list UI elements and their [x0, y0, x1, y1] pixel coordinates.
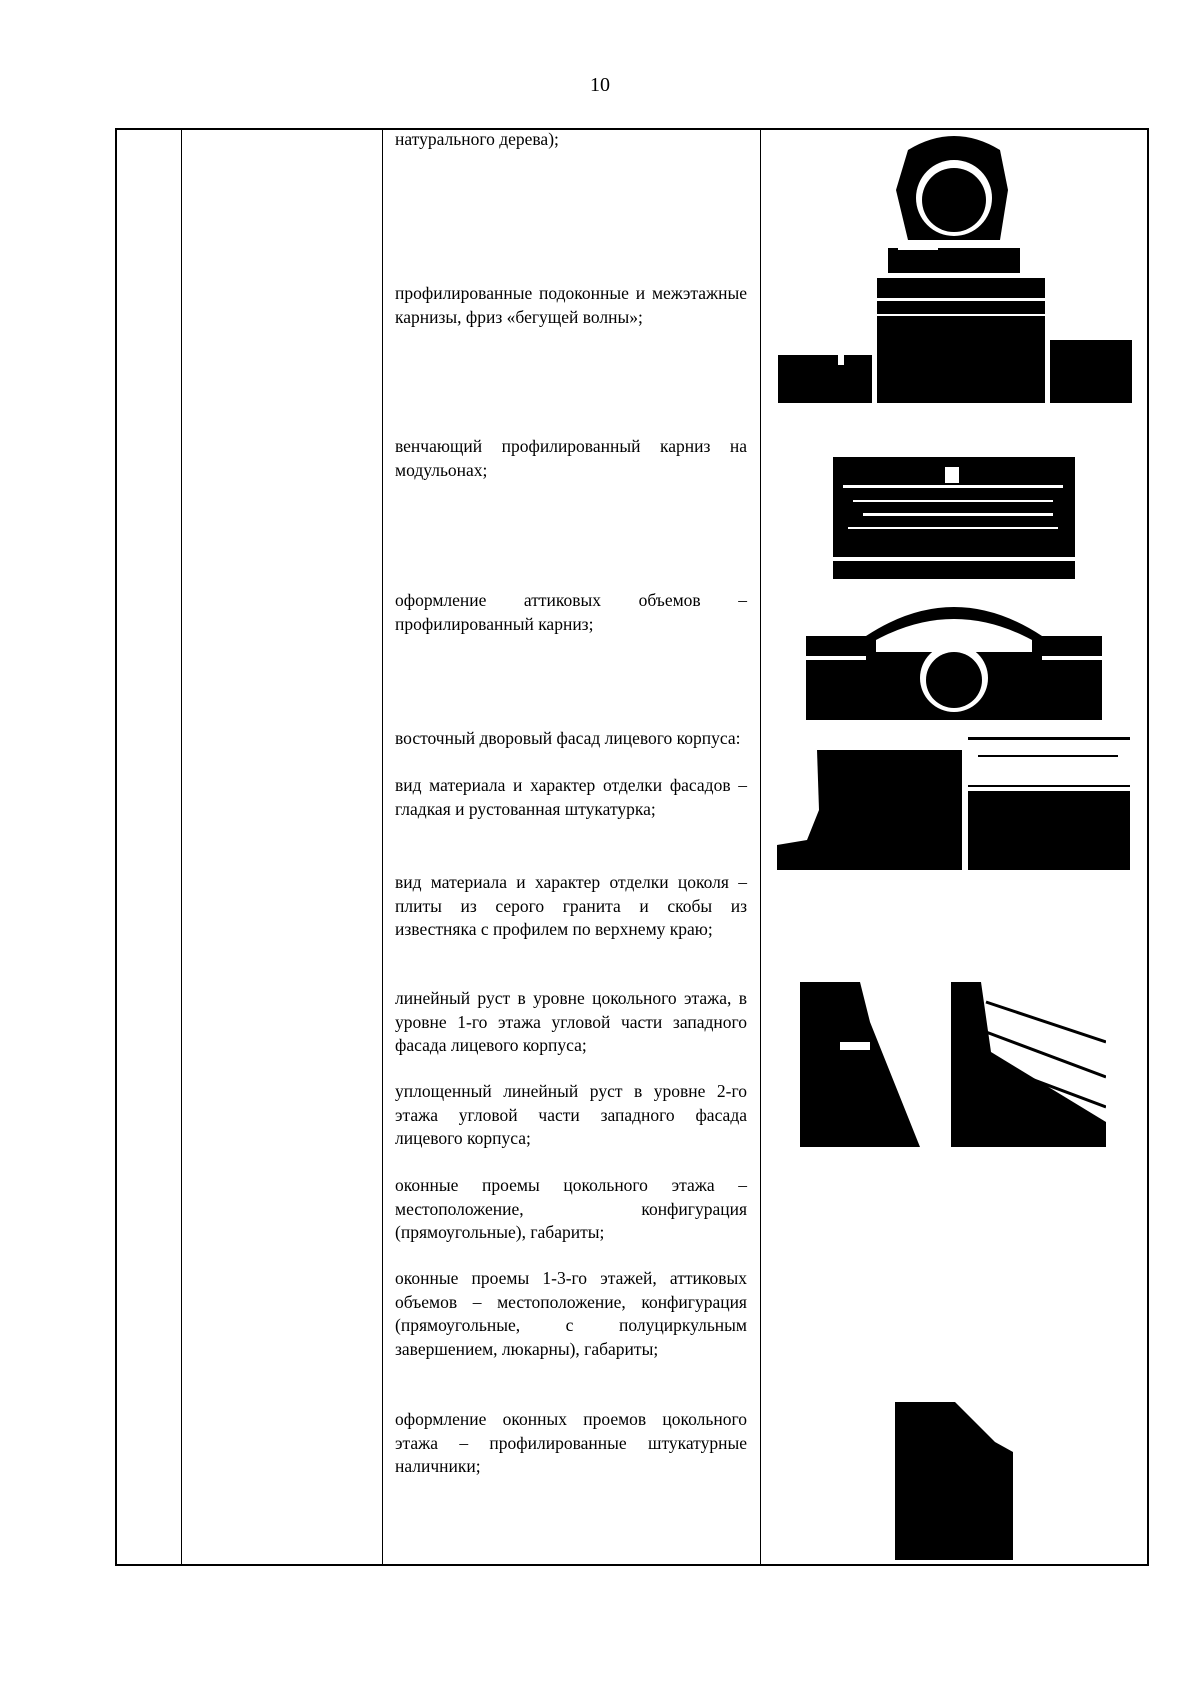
- description-paragraph: линейный руст в уровне цокольного этажа, в уровне 1-го этажа угловой части западного фасада лицевого корпуса;: [395, 988, 747, 1055]
- page-number: 10: [590, 74, 610, 96]
- column-divider-2: [382, 130, 383, 1564]
- description-paragraph: оконные проемы цокольного этажа – местоположение, конфигурация (прямоугольные), габариты;: [395, 1175, 747, 1242]
- round-window-photo: [888, 130, 1020, 273]
- courtyard-facade-photo-right: [968, 725, 1130, 870]
- column-divider-1: [181, 130, 182, 1564]
- description-paragraph: вид материала и характер отделки цоколя – плиты из серого гранита и скобы из известняка с профилем по верхнему краю;: [395, 872, 747, 939]
- modillion-cornice-photo: [833, 445, 1075, 579]
- rustication-photo-right: [951, 982, 1106, 1147]
- description-paragraph: оконные проемы 1-3-го этажей, аттиковых объемов – местоположение, конфигурация (прямоугольные, с полуциркульным завершением, люкарны), габариты;: [395, 1268, 747, 1359]
- cornice-photo-center: [877, 278, 1045, 403]
- rustication-photo-left: [800, 982, 932, 1147]
- description-paragraph: оформление аттиковых объемов – профилированный карниз;: [395, 590, 747, 634]
- column-divider-3: [760, 130, 761, 1564]
- description-paragraph: венчающий профилированный карниз на модульонах;: [395, 436, 747, 480]
- description-paragraph: вид материала и характер отделки фасадов – гладкая и рустованная штукатурка;: [395, 775, 747, 819]
- description-paragraph: восточный дворовый фасад лицевого корпуса:: [395, 728, 741, 748]
- description-paragraph: профилированные подоконные и межэтажные карнизы, фриз «бегущей волны»;: [395, 283, 747, 327]
- description-paragraph: натурального дерева);: [395, 129, 559, 149]
- window-surround-photo: [895, 1402, 1013, 1560]
- attic-cornice-photo: [806, 592, 1102, 720]
- description-paragraph: уплощенный линейный руст в уровне 2-го этажа угловой части западного фасада лицевого корпуса;: [395, 1081, 747, 1148]
- cornice-photo-left: [778, 343, 872, 403]
- cornice-photo-right: [1050, 340, 1132, 403]
- description-paragraph: оформление оконных проемов цокольного этажа – профилированные штукатурные наличники;: [395, 1409, 747, 1476]
- courtyard-facade-photo-left: [777, 750, 962, 870]
